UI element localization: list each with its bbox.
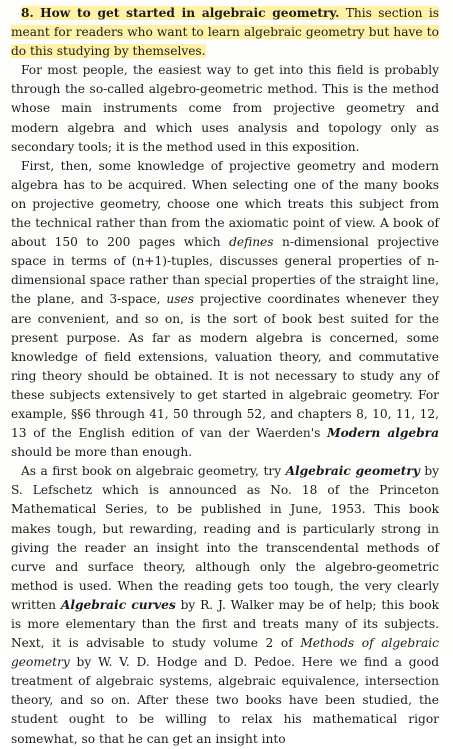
text-run: For most people, the easiest way to get into this field is probably through the so-called algebro-geometric method. This is the method whose main instruments come from projective geometry and modern algebra and which uses analysis and topology only as secondary tools; it is the method used in this exposition. <box>11 63 439 154</box>
text-run: As a first book on algebraic geometry, try <box>21 464 286 479</box>
section-number: 8. <box>21 6 34 20</box>
paragraph-3 <box>11 462 439 748</box>
text-run: should be more than enough. <box>11 445 193 460</box>
text-run: n-dimensional projective space in terms of (n+1)-tuples, discusses general properties of n-dimensional space rather than special properties of the straight line, the plane, and 3-space, <box>11 235 439 307</box>
text-run: uses <box>166 292 194 307</box>
text-run: Modern algebra <box>327 426 439 441</box>
section-heading: How to get started in algebraic geometry. <box>40 6 340 20</box>
text-run: Algebraic geometry <box>285 464 420 479</box>
text-run: Algebraic curves <box>60 597 176 612</box>
paragraph-1 <box>11 61 439 156</box>
text-run: defines <box>229 235 274 250</box>
body-text <box>11 4 439 749</box>
text-run: by W. V. D. Hodge and D. Pedoe. Here we find a good treatment of algebraic systems, algebraic equivalence, intersection theory, and so on. After these two books have been studied, the student ought to be willing to relax his mathematical rigor somewhat, so that he can get an insight into <box>11 655 439 746</box>
paragraph-2 <box>11 157 439 463</box>
highlighted-passage <box>11 6 439 58</box>
text-run: by R. J. Walker may be of help; this book is more elementary than the first and treats many of its subjects. Next, it is advisable to study volume 2 of <box>11 597 439 651</box>
section-8-intro-paragraph <box>11 4 439 61</box>
section-intro: This section is meant for readers who want to learn algebraic geometry but have to do this studying by themselves. <box>11 6 440 59</box>
text-run: Methods of algebraic geometry <box>11 636 439 670</box>
text-run: projective coordinates whenever they are convenient, and so on, is the sort of book best suited for the present purpose. As far as modern algebra is concerned, some knowledge of field extensions, valuation theory, and commutative ring theory should be obtained. It is not necessary to study any of these subjects extensively to get started in algebraic geometry. For example, §§6 through 41, 50 through 52, and chapters 8, 10, 11, 12, 13 of the English edition of van der Waerden's <box>11 292 439 441</box>
text-run: First, then, some knowledge of projective geometry and modern algebra has to be acquired. When selecting one of the many books on projective geometry, choose one which treats this subject from the technical rather than from the axiomatic point of view. A book of about 150 to 200 pages which <box>11 158 439 250</box>
text-run: by S. Lefschetz which is announced as No. 18 of the Princeton Mathematical Series, to be published in June, 1953. This book makes tough, but rewarding, reading and is particularly strong in giving the reader an insight into the transcendental methods of curve and surface theory, although only the algebro-geometric method is used. When the reading gets too tough, the very clearly written <box>11 464 440 612</box>
